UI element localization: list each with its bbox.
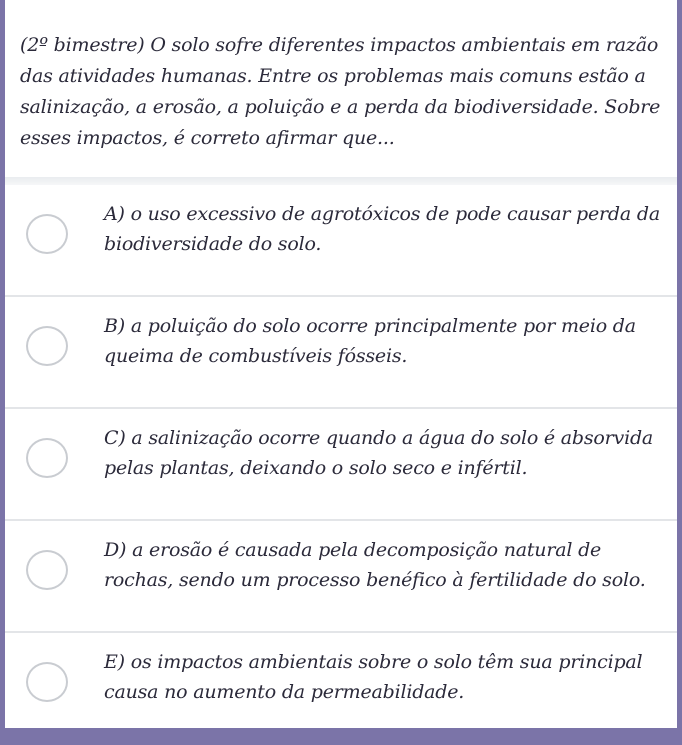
option-b-radio[interactable] [26, 326, 68, 366]
option-a-label: A) o uso excessivo de agrotóxicos de pode causar perda da biodiversidade do solo. [104, 203, 660, 255]
option-a[interactable] [5, 185, 677, 297]
option-c-label: C) a salinização ocorre quando a água do solo é absorvida pelas plantas, deixando o solo seco e infértil. [104, 427, 654, 479]
option-e-radio[interactable] [26, 662, 68, 702]
option-d[interactable] [5, 521, 677, 633]
question-text: (2º bimestre) O solo sofre diferentes impactos ambientais em razão das atividades humanas. Entre os problemas mais comuns estão a salinização, a erosão, a poluição e a perda da biodiversidade. Sobre esses impactos, é correto afirmar que... [20, 34, 661, 149]
option-a-radio[interactable] [26, 214, 68, 254]
option-d-label: D) a erosão é causada pela decomposição natural de rochas, sendo um processo benéfico à fertilidade do solo. [104, 539, 646, 591]
option-b[interactable] [5, 297, 677, 409]
option-b-label: B) a poluição do solo ocorre principalmente por meio da queima de combustíveis fósseis. [104, 315, 636, 367]
option-d-radio[interactable] [26, 550, 68, 590]
option-c-radio[interactable] [26, 438, 68, 478]
option-c[interactable] [5, 409, 677, 521]
question-card [5, 0, 677, 728]
option-e[interactable] [5, 633, 677, 745]
question-divider [5, 177, 677, 185]
option-e-label: E) os impactos ambientais sobre o solo têm sua principal causa no aumento da permeabilidade. [104, 651, 643, 703]
